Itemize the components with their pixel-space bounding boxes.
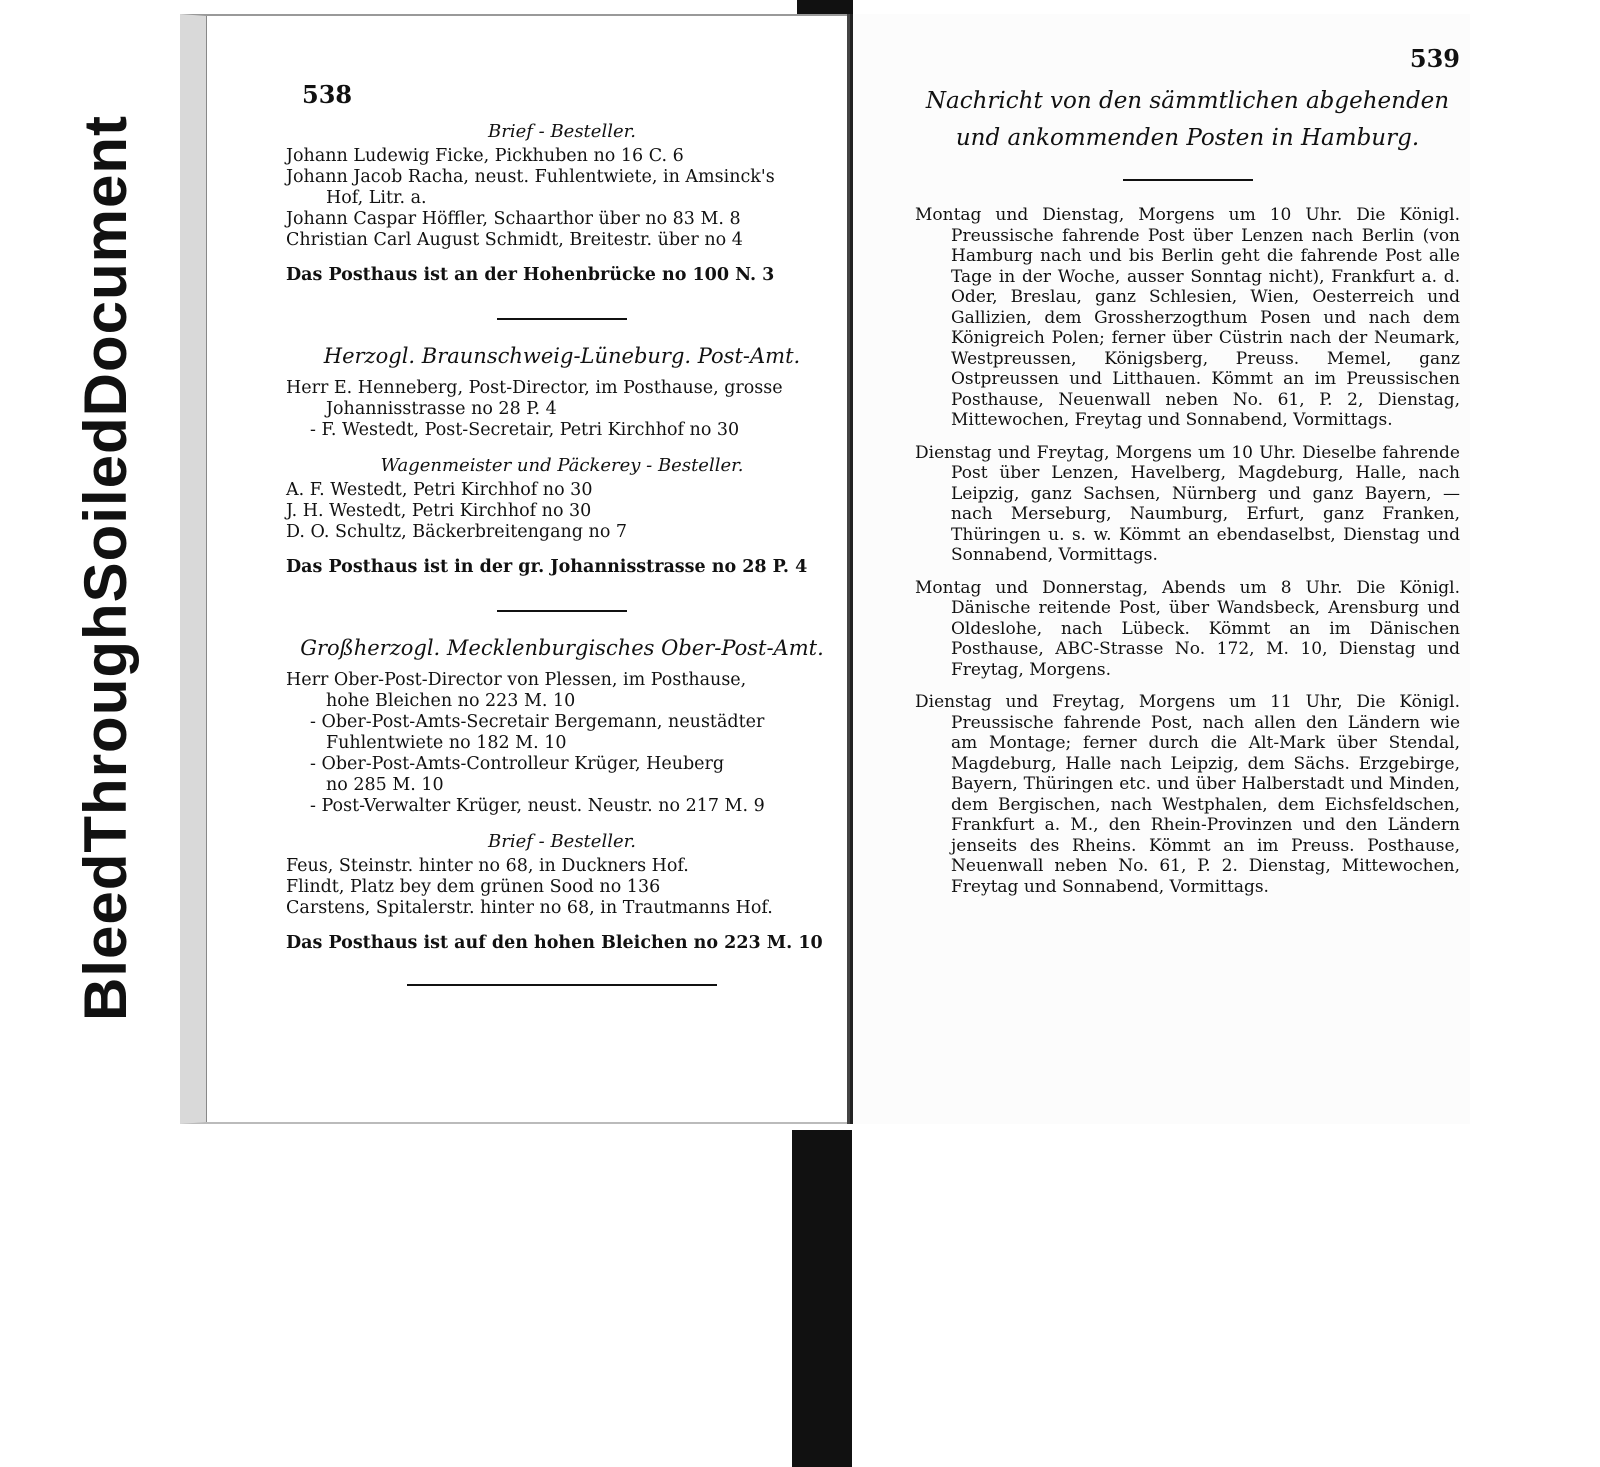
divider xyxy=(497,610,627,612)
section-brief-besteller xyxy=(286,121,838,286)
stamp-word: Soiled xyxy=(71,416,139,603)
text-line: D. O. Schultz, Bäckerbreitengang no 7 xyxy=(286,522,628,542)
text-line: Hof, Litr. a. xyxy=(326,188,427,208)
stamp-word: Document xyxy=(71,114,139,417)
text-line: Johannisstrasse no 28 P. 4 xyxy=(326,399,557,419)
text-line: no 285 M. 10 xyxy=(326,775,444,795)
left-page xyxy=(180,14,850,1124)
text-line: Carstens, Spitalerstr. hinter no 68, in Trautmanns Hof. xyxy=(286,898,773,918)
text-line: A. F. Westedt, Petri Kirchhof no 30 xyxy=(286,480,593,500)
section-footer: Das Posthaus ist auf den hohen Bleichen no 223 M. 10 xyxy=(286,933,823,953)
post-entry: Montag und Dienstag, Morgens um 10 Uhr. Die Königl. Preussische fahrende Post über Lenzen nach Berlin (von Hamburg nach und bis Berlin geht die fahrende Post alle Tage in der Woche, ausser Sonntag nicht), Frankfurt a. d. Oder, Breslau, ganz Schlesien, Wien, Oesterreich und Gallizien, dem Grossherzogthum Posen und nach dem Königreich Polen; ferner über Cüstrin nach der Neumark, Westpreussen, Königsberg, Preuss. Memel, ganz Ostpreussen und Litthauen. Kömmt an im Preussischen Posthause, Neuenwall neben No. 61, P. 2, Dienstag, Mittewochen, Freytag und Sonnabend, Vormittags. xyxy=(915,205,1460,430)
text-line: hohe Bleichen no 223 M. 10 xyxy=(326,691,576,711)
text-line: Flindt, Platz bey dem grünen Sood no 136 xyxy=(286,877,661,897)
post-entry: Dienstag und Freytag, Morgens um 11 Uhr, Die Königl. Preussische fahrende Post, nach allen den Ländern wie am Montage; ferner durch die Alt-Mark über Stendal, Magdeburg, Halle nach Leipzig, dem Sächs. Erzgebirge, Bayern, Thüringen etc. und über Halberstadt und Minden, dem Bergischen, nach Westphalen, dem Eichsfeldschen, Frankfurt a. M., den Rhein-Provinzen und den Ländern jenseits des Rheins. Kömmt an im Preuss. Posthause, Neuenwall neben No. 61, P. 2. Dienstag, Mittewochen, Freytag und Sonnabend, Vormittags. xyxy=(915,692,1460,897)
section-subheading: Brief - Besteller. xyxy=(488,831,636,852)
section-subheading: Wagenmeister und Päckerey - Besteller. xyxy=(380,455,744,476)
section-heading: Herzogl. Braunschweig-Lüneburg. Post-Amt. xyxy=(323,344,801,368)
page-number: 539 xyxy=(1409,44,1460,73)
text-line: J. H. Westedt, Petri Kirchhof no 30 xyxy=(286,501,592,521)
post-entry: Dienstag und Freytag, Morgens um 10 Uhr. Dieselbe fahrende Post über Lenzen, Havelberg, Magdeburg, Halle, nach Leipzig, ganz Sachsen, Nürnberg und ganz Bayern, — nach Merseburg, Naumburg, Erfurt, ganz Franken, Thüringen u. s. w. Kömmt an ebendaselbst, Dienstag und Sonnabend, Vormittags. xyxy=(915,442,1460,565)
right-page xyxy=(850,14,1470,1124)
divider xyxy=(497,318,627,320)
section-footer: Das Posthaus ist in der gr. Johannisstrasse no 28 P. 4 xyxy=(286,557,808,577)
text-line: Feus, Steinstr. hinter no 68, in Duckners Hof. xyxy=(286,856,689,876)
section-mecklenburg xyxy=(286,636,838,954)
stamp-word: Bleed xyxy=(71,852,139,1021)
text-line: - F. Westedt, Post-Secretair, Petri Kirchhof no 30 xyxy=(310,420,740,440)
text-line: - Ober-Post-Amts-Controlleur Krüger, Heuberg xyxy=(310,754,725,774)
text-line: Herr Ober-Post-Director von Plessen, im Posthause, xyxy=(286,670,747,690)
section-braunschweig xyxy=(286,344,838,578)
stamp-word: Through xyxy=(71,602,139,853)
page-title: und ankommenden Posten in Hamburg. xyxy=(955,125,1420,151)
text-line: Christian Carl August Schmidt, Breitestr. über no 4 xyxy=(286,230,743,250)
text-line: Johann Ludewig Ficke, Pickhuben no 16 C. 6 xyxy=(286,146,684,166)
section-footer: Das Posthaus ist an der Hohenbrücke no 100 N. 3 xyxy=(286,265,775,285)
text-line: Fuhlentwiete no 182 M. 10 xyxy=(326,733,567,753)
text-line: Johann Jacob Racha, neust. Fuhlentwiete, in Amsinck's xyxy=(286,167,775,187)
text-line: Herr E. Henneberg, Post-Director, im Posthause, grosse xyxy=(286,378,783,398)
text-line: - Post-Verwalter Krüger, neust. Neustr. no 217 M. 9 xyxy=(310,796,765,816)
divider xyxy=(407,984,717,986)
text-line: Johann Caspar Höffler, Schaarthor über no 83 M. 8 xyxy=(286,209,741,229)
binding-strip-bottom xyxy=(792,1130,852,1467)
post-entry: Montag und Donnerstag, Abends um 8 Uhr. Die Königl. Dänische reitende Post, über Wandsbeck, Arensburg und Oldeslohe, nach Lübeck. Kömmt an im Dänischen Posthause, ABC-Strasse No. 172, M. 10, Dienstag und Freytag, Morgens. xyxy=(915,577,1460,680)
section-heading: Großherzogl. Mecklenburgisches Ober-Post-Amt. xyxy=(300,636,824,660)
text-line: - Ober-Post-Amts-Secretair Bergemann, neustädter xyxy=(310,712,765,732)
page-number: 538 xyxy=(302,80,353,109)
divider xyxy=(1123,179,1253,181)
page-title: Nachricht von den sämmtlichen abgehenden xyxy=(925,88,1450,114)
section-heading: Brief - Besteller. xyxy=(488,121,636,142)
bleed-through-stamp xyxy=(60,114,150,1021)
